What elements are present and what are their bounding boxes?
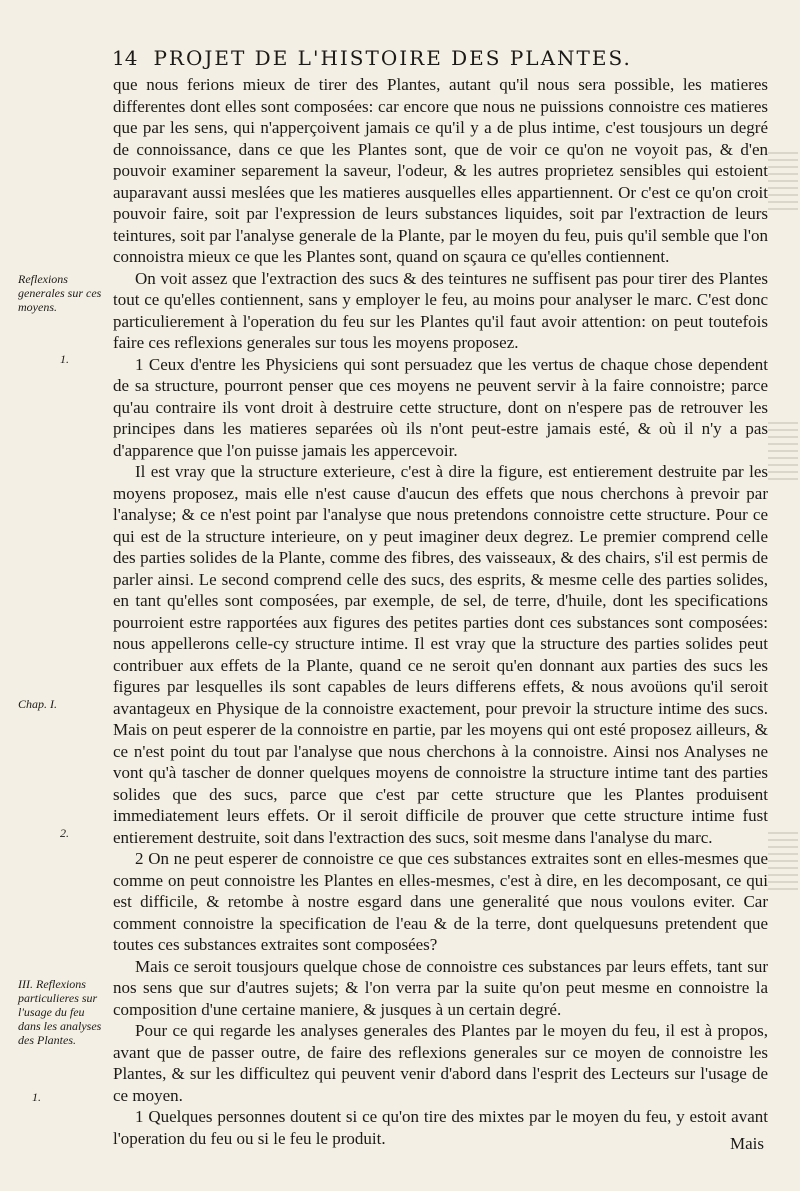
paragraph: que nous ferions mieux de tirer des Plantes, autant qu'il nous sera possible, les matieres differentes dont elles sont composées: car encore que nous ne puissions connoistre ces matieres que par les sens, qui n'apperçoivent jamais ce qu'il y a de plus intime, c'est tousjours un degré de connoissance, dans ce que les Plantes sont, que de voir ce qu'on ne voyoit pas, & d'en pouvoir examiner separement la saveur, l'odeur, & les autres proprietez sensibles qui estoient auparavant aussi meslées que les matieres ausquelles elles appartiennent. Or c'est ce qu'on croit pouvoir faire, soit par l'expression de leurs substances liquides, soit par l'extraction de leurs teintures, soit par l'analyse generale de la Plante, par le moyen du feu, puis qu'il semble que l'on connoistra mieux ce que les Plantes sont, quand on sçaura ce qu'elles contiennent. (113, 75, 768, 266)
page-header (112, 46, 712, 70)
paragraph: On voit assez que l'extraction des sucs & des teintures ne suffisent pas pour tirer des Plantes tout ce qu'elles contiennent, sans y employer le feu, au moins pour analyser le marc. C'est donc particulierement à l'operation du feu sur les Plantes qu'il faut avoir attention: on peut toutefois faire ces reflexions generales sur tous les moyens proposez. (113, 268, 768, 352)
paragraph: 2 On ne peut esperer de connoistre ce que ces substances extraites sont en elles-mesmes que comme on peut connoistre les Plantes en elles-mesmes, c'est à dire, en les decomposant, ce qui est difficile, & retombe à nostre esgard dans une generalité que nous voulons eviter. Car comment connoistre la specification de l'eau & de la terre, dont quelquesuns pretendent que toutes ces substances extraites sont composées? (113, 849, 768, 954)
paragraph: Il est vray que la structure exterieure, c'est à dire la figure, est entierement destruite par les moyens proposez, mais elle n'est cause d'aucun des effets que nous cherchons à prevoir par l'analyse; & ce n'est point par l'analyse que nous pretendons connoistre cette structure. Pour ce qui est de la structure interieure, on y peut imaginer deux degrez. Le premier comprend celle des parties solides de la Plante, comme des fibres, des vaisseaux, & des chairs, s'il est permis de parler ainsi. Le second comprend celle des sucs, des esprits, & mesme celle des parties solides, en tant qu'elles sont composées, par exemple, de sel, de terre, d'huile, dont les specifications pourroient estre rapportées aux figures des petites parties dont ces substances sont composées: nous appellerons celle-cy structure intime. Il est vray que la structure des parties solides peut contribuer aux effets de la Plante, quand ce ne seroit qu'en donnant aux parties des sucs les figures par lesquelles ils sont capables de leurs differens effets, & nous avoüons qu'il seroit avantageux en Physique de la connoistre exactement, pour prevoir la structure intime des sucs. Mais on peut esperer de la connoistre en partie, par les moyens qui ont esté proposez ailleurs, & ce n'est point du tout par l'analyse que nous cherchons à la connoistre. Ainsi nos Analyses ne vont qu'à tascher de donner quelques moyens de connoistre la structure intime tant des parties solides que des sucs, parce que c'est par cette structure que les Plantes produisent immediatement leurs effets. Or il seroit difficile de prouver que cette structure intime fust entierement destruite, soit dans l'extraction des sucs, soit mesme dans l'analyse du marc. (113, 462, 768, 847)
margin-note-reflexions: Reflexions generales sur ces moyens. (18, 272, 102, 314)
paragraph: Mais ce seroit tousjours quelque chose de connoistre ces substances par leurs effets, tant sur nos sens que sur d'autres sujets; & l'on verra par la suite qu'on peut mesme en connoistre la composition d'une certaine maniere, & jusques à un certain degré. (113, 956, 768, 1019)
margin-note-number: 1. (60, 352, 69, 366)
paragraph: 1 Quelques personnes doutent si ce qu'on tire des mixtes par le moyen du feu, y estoit avant l'operation du feu ou si le feu le produit. (113, 1107, 768, 1148)
page-number: 14 (112, 46, 138, 70)
show-through-mark (768, 830, 798, 890)
show-through-mark (768, 150, 798, 210)
margin-note-chapter: Chap. I. (18, 697, 57, 711)
paragraph: Pour ce qui regarde les analyses generales des Plantes par le moyen du feu, il est à propos, avant que de passer outre, de faire des reflexions generales sur ce moyen de connoistre les Plantes, & sur les difficultez qui peuvent venir d'abord dans l'esprit des Lecteurs sur l'usage de ce moyen. (113, 1021, 768, 1105)
paragraph: 1 Ceux d'entre les Physiciens qui sont persuadez que les vertus de chaque chose dependent de sa structure, pourront penser que ces moyens ne peuvent servir à la faire connoistre; parce qu'au contraire ils vont droit à destruire cette structure, dont on n'espere pas de retrouver les principes dans les matieres separées où ils n'ont peut-estre jamais esté, & où il n'y a pas d'apparence que l'on puisse jamais les appercevoir. (113, 354, 768, 460)
body-text (113, 74, 768, 1149)
running-title: PROJET DE L'HISTOIRE DES PLANTES. (153, 46, 632, 70)
catchword: Mais (730, 1134, 764, 1153)
margin-note-number: 2. (60, 826, 69, 840)
margin-note-section: III. Reflexions particulieres sur l'usage du feu dans les analyses des Plantes. (18, 977, 102, 1047)
margin-note-number: 1. (32, 1090, 41, 1104)
show-through-mark (768, 420, 798, 480)
